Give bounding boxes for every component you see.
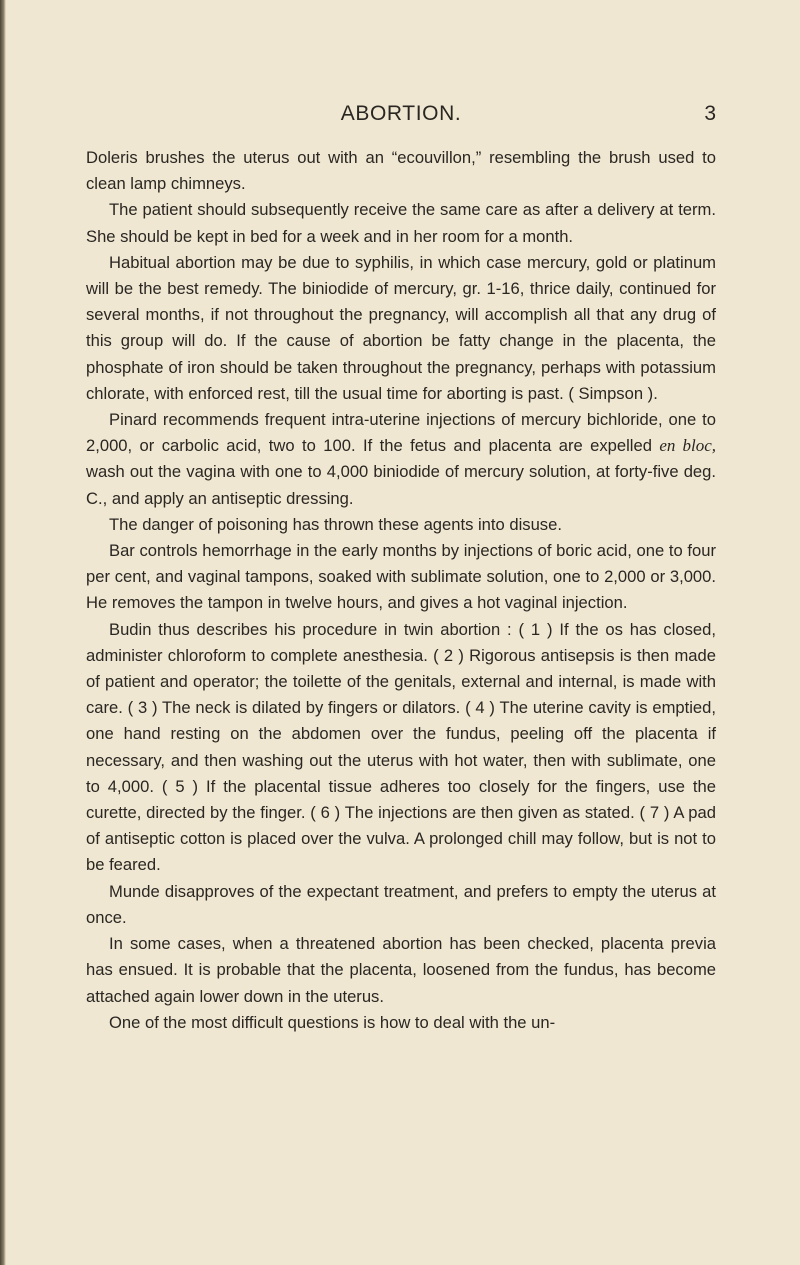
- paragraph: Habitual abortion may be due to syphilis, in which case mercury, gold or platinum will be the best remedy. The biniodide of mercury, gr. 1-16, thrice daily, continued for several months, if not throughout the pregnancy, will accomplish all that any drug of this group will do. If the cause of abortion be fatty change in the placenta, the phosphate of iron should be taken throughout the pregnancy, perhaps with potassium chlorate, with enforced rest, till the usual time for aborting is past. ( Simpson ).: [86, 252, 716, 403]
- paragraph: In some cases, when a threatened abortion has been checked, placenta previa has ensued. It is probable that the placenta, loosened from the fundus, has become attached again lower down in the uterus.: [86, 934, 716, 1006]
- body-text: [86, 145, 716, 1036]
- paragraph: The danger of poisoning has thrown these agents into disuse.: [109, 514, 562, 534]
- paragraph: [86, 407, 716, 512]
- paragraph-text: Pinard recommends frequent intra-uterine injections of mercury bichloride, one to 2,000, or carbolic acid, two to 100. If the fetus and placenta are expelled: [86, 410, 716, 456]
- paragraph: One of the most difficult questions is how to deal with the un-: [109, 1012, 556, 1032]
- paragraph: The patient should subsequently receive the same care as after a delivery at term. She should be kept in bed for a week and in her room for a month.: [86, 200, 716, 246]
- paragraph-text: wash out the vagina with one to 4,000 biniodide of mercury solution, at forty-five deg. C., and apply an antiseptic dressing.: [86, 462, 716, 508]
- paragraph: Budin thus describes his procedure in twin abortion : ( 1 ) If the os has closed, administer chloroform to complete anesthesia. ( 2 ) Rigorous antisepsis is then made of patient and operator; the toilette of the genitals, external and internal, is made with care. ( 3 ) The neck is dilated by fingers or dilators. ( 4 ) The uterine cavity is emptied, one hand resting on the abdomen over the fundus, peeling off the placenta if necessary, and then washing out the uterus with hot water, then with sublimate, one to 4,000. ( 5 ) If the placental tissue adheres too closely for the fingers, use the curette, directed by the finger. ( 6 ) The injections are then given as stated. ( 7 ) A pad of antiseptic cotton is placed over the vulva. A prolonged chill may follow, but is not to be feared.: [86, 619, 716, 875]
- paragraph: Bar controls hemorrhage in the early months by injections of boric acid, one to four per cent, and vaginal tampons, soaked with sublimate solution, one to 2,000 or 3,000. He removes the tampon in twelve hours, and gives a hot vaginal injection.: [86, 541, 716, 613]
- italic-phrase: en bloc,: [659, 436, 716, 456]
- page-header: [86, 100, 716, 130]
- paragraph: Doleris brushes the uterus out with an “ecouvillon,” resembling the brush used to clean lamp chimneys.: [86, 148, 716, 194]
- paragraph: Munde disapproves of the expectant treatment, and prefers to empty the uterus at once.: [86, 881, 716, 927]
- page-binding-edge: [0, 0, 6, 1265]
- page-number: 3: [704, 102, 716, 125]
- running-title: ABORTION.: [340, 102, 462, 125]
